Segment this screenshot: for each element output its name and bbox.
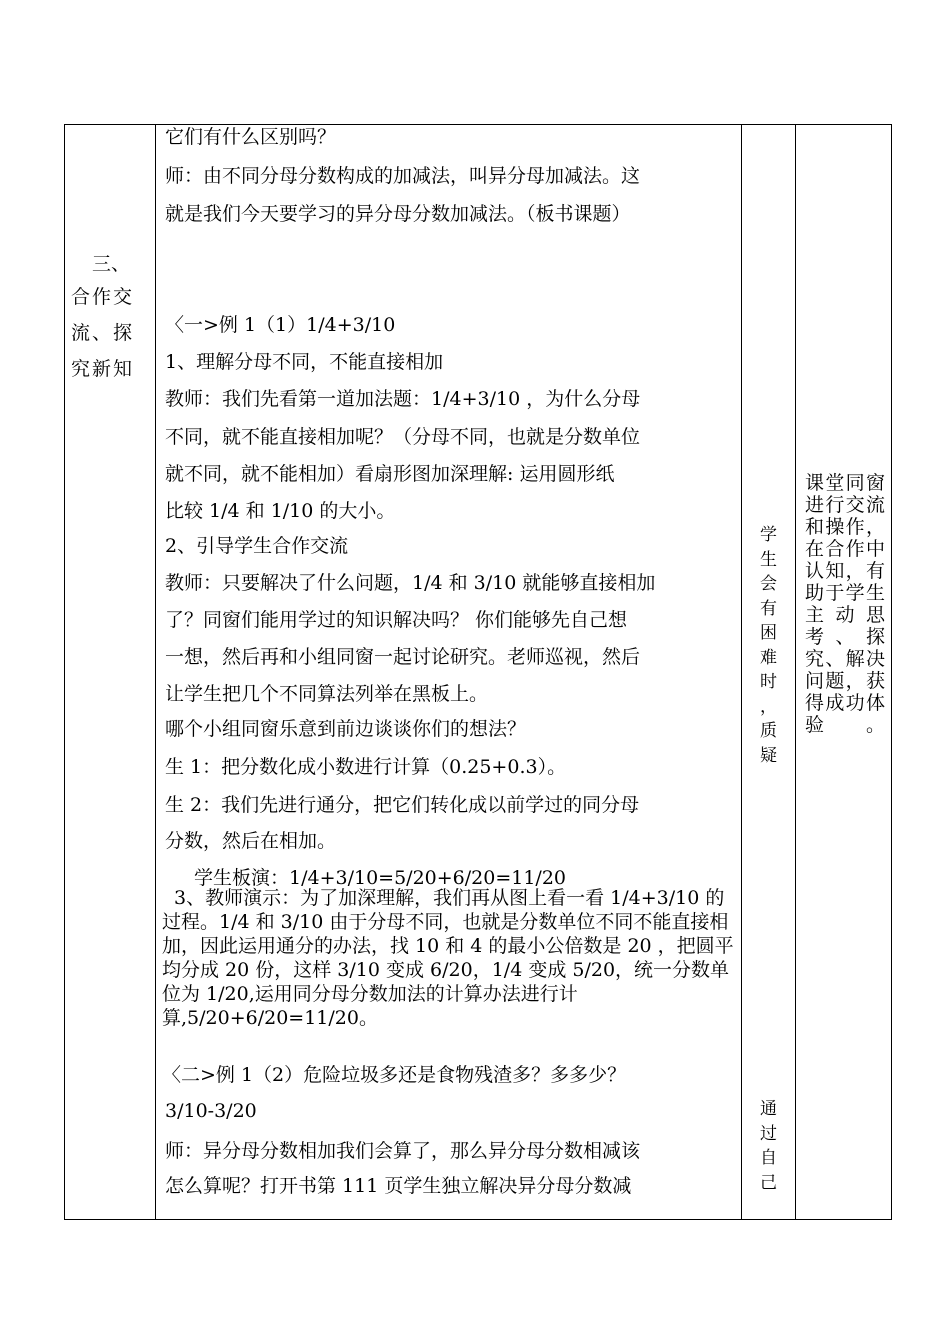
content-line: 学生板演：1/4+3/10=5/20+6/20=11/20 bbox=[194, 867, 567, 889]
content-line: 生 1：把分数化成小数进行计算（0.25+0.3）。 bbox=[165, 756, 567, 778]
content-line: 2、引导学生合作交流 bbox=[165, 535, 349, 557]
student-char: 生 bbox=[760, 549, 777, 570]
content-line: 就是我们今天要学习的异分母分数加减法。（板书课题） bbox=[165, 203, 631, 225]
stage-line: 究新知 bbox=[71, 358, 135, 380]
design-intent-cell bbox=[796, 125, 892, 1220]
student-activity-cell bbox=[742, 125, 796, 1220]
student-char: 学 bbox=[760, 525, 777, 545]
content-paragraph: 3、教师演示：为了加深理解，我们再从图上看一看 1/4+3/10 的过程。1/4 和 3/10 由于分母不同，也就是分数单位不同不能直接相加，因此运用通分的办法，找 10 和 4 的最小公倍数是 20 ，把圆平均分成 20 份，这样 3/10 变成 6/20，1/4 变成 5/20，统一分数单位为 1/20,运用同分母分数加法的计算办法进行计算,5/20+6/20=11/20。 bbox=[162, 887, 734, 1029]
student-char: 通 bbox=[760, 1099, 777, 1119]
content-line: 1、理解分母不同，不能直接相加 bbox=[165, 351, 444, 373]
example-heading: 〈一>例 1（1）1/4+3/10 bbox=[165, 314, 396, 336]
content-line: 了？同窗们能用学过的知识解决吗？ 你们能够先自己想 bbox=[165, 609, 628, 631]
content-line: 师：异分母分数相加我们会算了，那么异分母分数相减该 bbox=[165, 1140, 641, 1162]
content-line: 教师：只要解决了什么问题，1/4 和 3/10 就能够直接相加 bbox=[165, 572, 656, 594]
content-line: 3/10-3/20 bbox=[165, 1100, 257, 1122]
content-line: 它们有什么区别吗？ bbox=[165, 126, 337, 148]
content-line: 一想，然后再和小组同窗一起讨论研究。老师巡视，然后 bbox=[165, 646, 641, 668]
content-line: 让学生把几个不同算法列举在黑板上。 bbox=[165, 683, 489, 705]
stage-cell bbox=[65, 125, 156, 1220]
student-char: 困 bbox=[760, 623, 777, 643]
student-char: 疑 bbox=[760, 745, 777, 766]
student-char: 质 bbox=[760, 721, 777, 741]
content-line: 哪个小组同窗乐意到前边谈谈你们的想法？ bbox=[165, 718, 527, 740]
stage-line: 流、探 bbox=[71, 322, 135, 344]
student-char: 会 bbox=[760, 574, 777, 594]
teaching-content-cell bbox=[156, 125, 742, 1220]
design-intent-text: 课堂同窗进行交流和操作，在合作中认知，有助于学生主动思考、探究、解决问题，获得成功体验。 bbox=[805, 472, 885, 736]
content-line: 生 2：我们先进行通分，把它们转化成以前学过的同分母 bbox=[165, 794, 640, 816]
content-line: 师：由不同分母分数构成的加减法，叫异分母加减法。这 bbox=[165, 165, 641, 187]
stage-line: 合作交 bbox=[71, 286, 135, 308]
student-char: 过 bbox=[760, 1123, 777, 1144]
content-line: 比较 1/4 和 1/10 的大小。 bbox=[165, 500, 396, 522]
content-line: 教师：我们先看第一道加法题：1/4+3/10 ，为什么分母 bbox=[165, 388, 641, 410]
content-line: 就不同，就不能相加）看扇形图加深理解: 运用圆形纸 bbox=[165, 463, 615, 485]
student-activity-text bbox=[742, 523, 795, 768]
stage-line: 三、 bbox=[91, 253, 130, 275]
content-line: 不同，就不能直接相加呢？（分母不同，也就是分数单位 bbox=[165, 426, 641, 448]
content-line: 分数，然后在相加。 bbox=[165, 830, 337, 852]
student-char: 有 bbox=[760, 598, 777, 619]
student-char: 自 bbox=[760, 1148, 777, 1168]
content-line: 怎么算呢？打开书第 111 页学生独立解决异分母分数减 bbox=[165, 1175, 632, 1197]
stage-label bbox=[71, 249, 151, 387]
lesson-plan-table bbox=[64, 124, 892, 1220]
student-char: 己 bbox=[760, 1172, 777, 1193]
student-char: ， bbox=[760, 696, 777, 717]
example-heading: 〈二>例 1（2）危险垃圾多还是食物残渣多？多多少？ bbox=[162, 1064, 627, 1086]
student-char: 时 bbox=[760, 672, 777, 692]
student-char: 难 bbox=[760, 647, 777, 668]
student-activity-text bbox=[742, 1097, 795, 1195]
